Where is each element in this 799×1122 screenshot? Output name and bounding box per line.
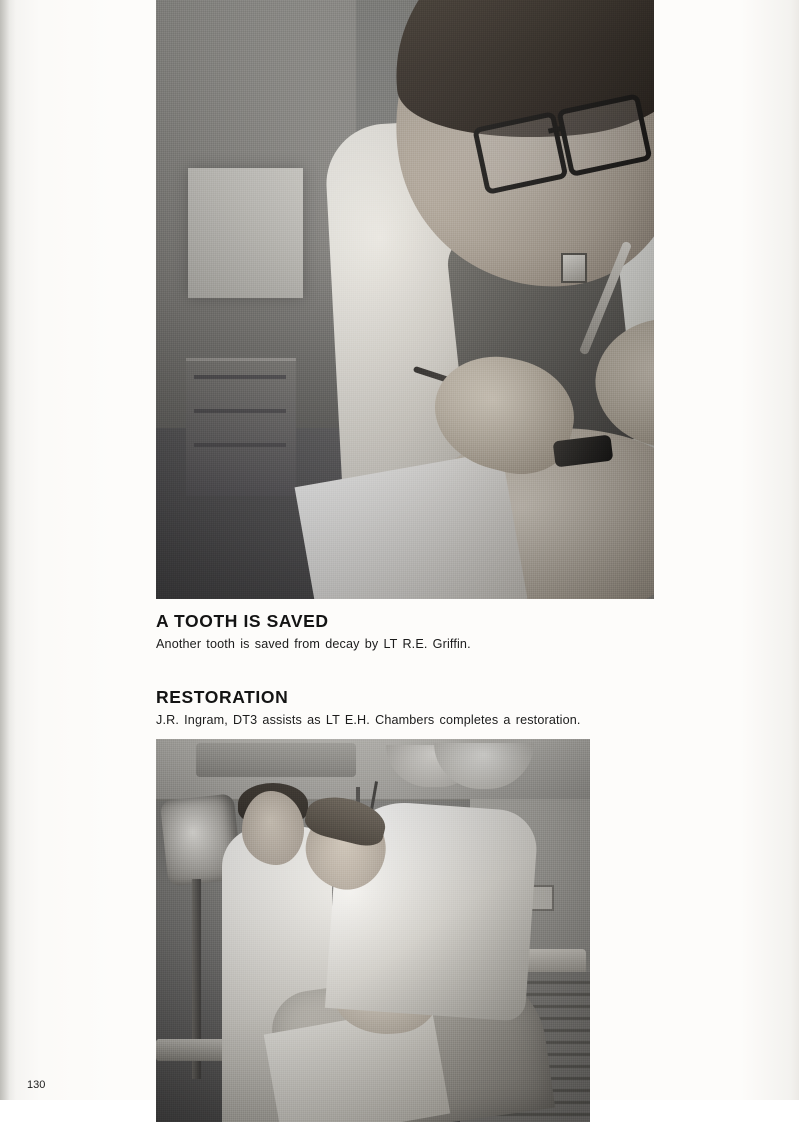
binding-shadow <box>0 0 16 1100</box>
caption-a-tooth-is-saved: Another tooth is saved from decay by LT R.E. Griffin. <box>156 637 471 651</box>
caption-restoration: J.R. Ingram, DT3 assists as LT E.H. Chambers completes a restoration. <box>156 713 581 727</box>
photo-restoration <box>156 739 590 1122</box>
restoration-block <box>156 687 656 1122</box>
page-content <box>156 0 656 1122</box>
photo-tooth-is-saved <box>156 0 654 599</box>
headline-restoration: RESTORATION <box>156 687 289 707</box>
page-number: 130 <box>27 1079 46 1091</box>
headline-a-tooth-is-saved: A TOOTH IS SAVED <box>156 611 329 631</box>
